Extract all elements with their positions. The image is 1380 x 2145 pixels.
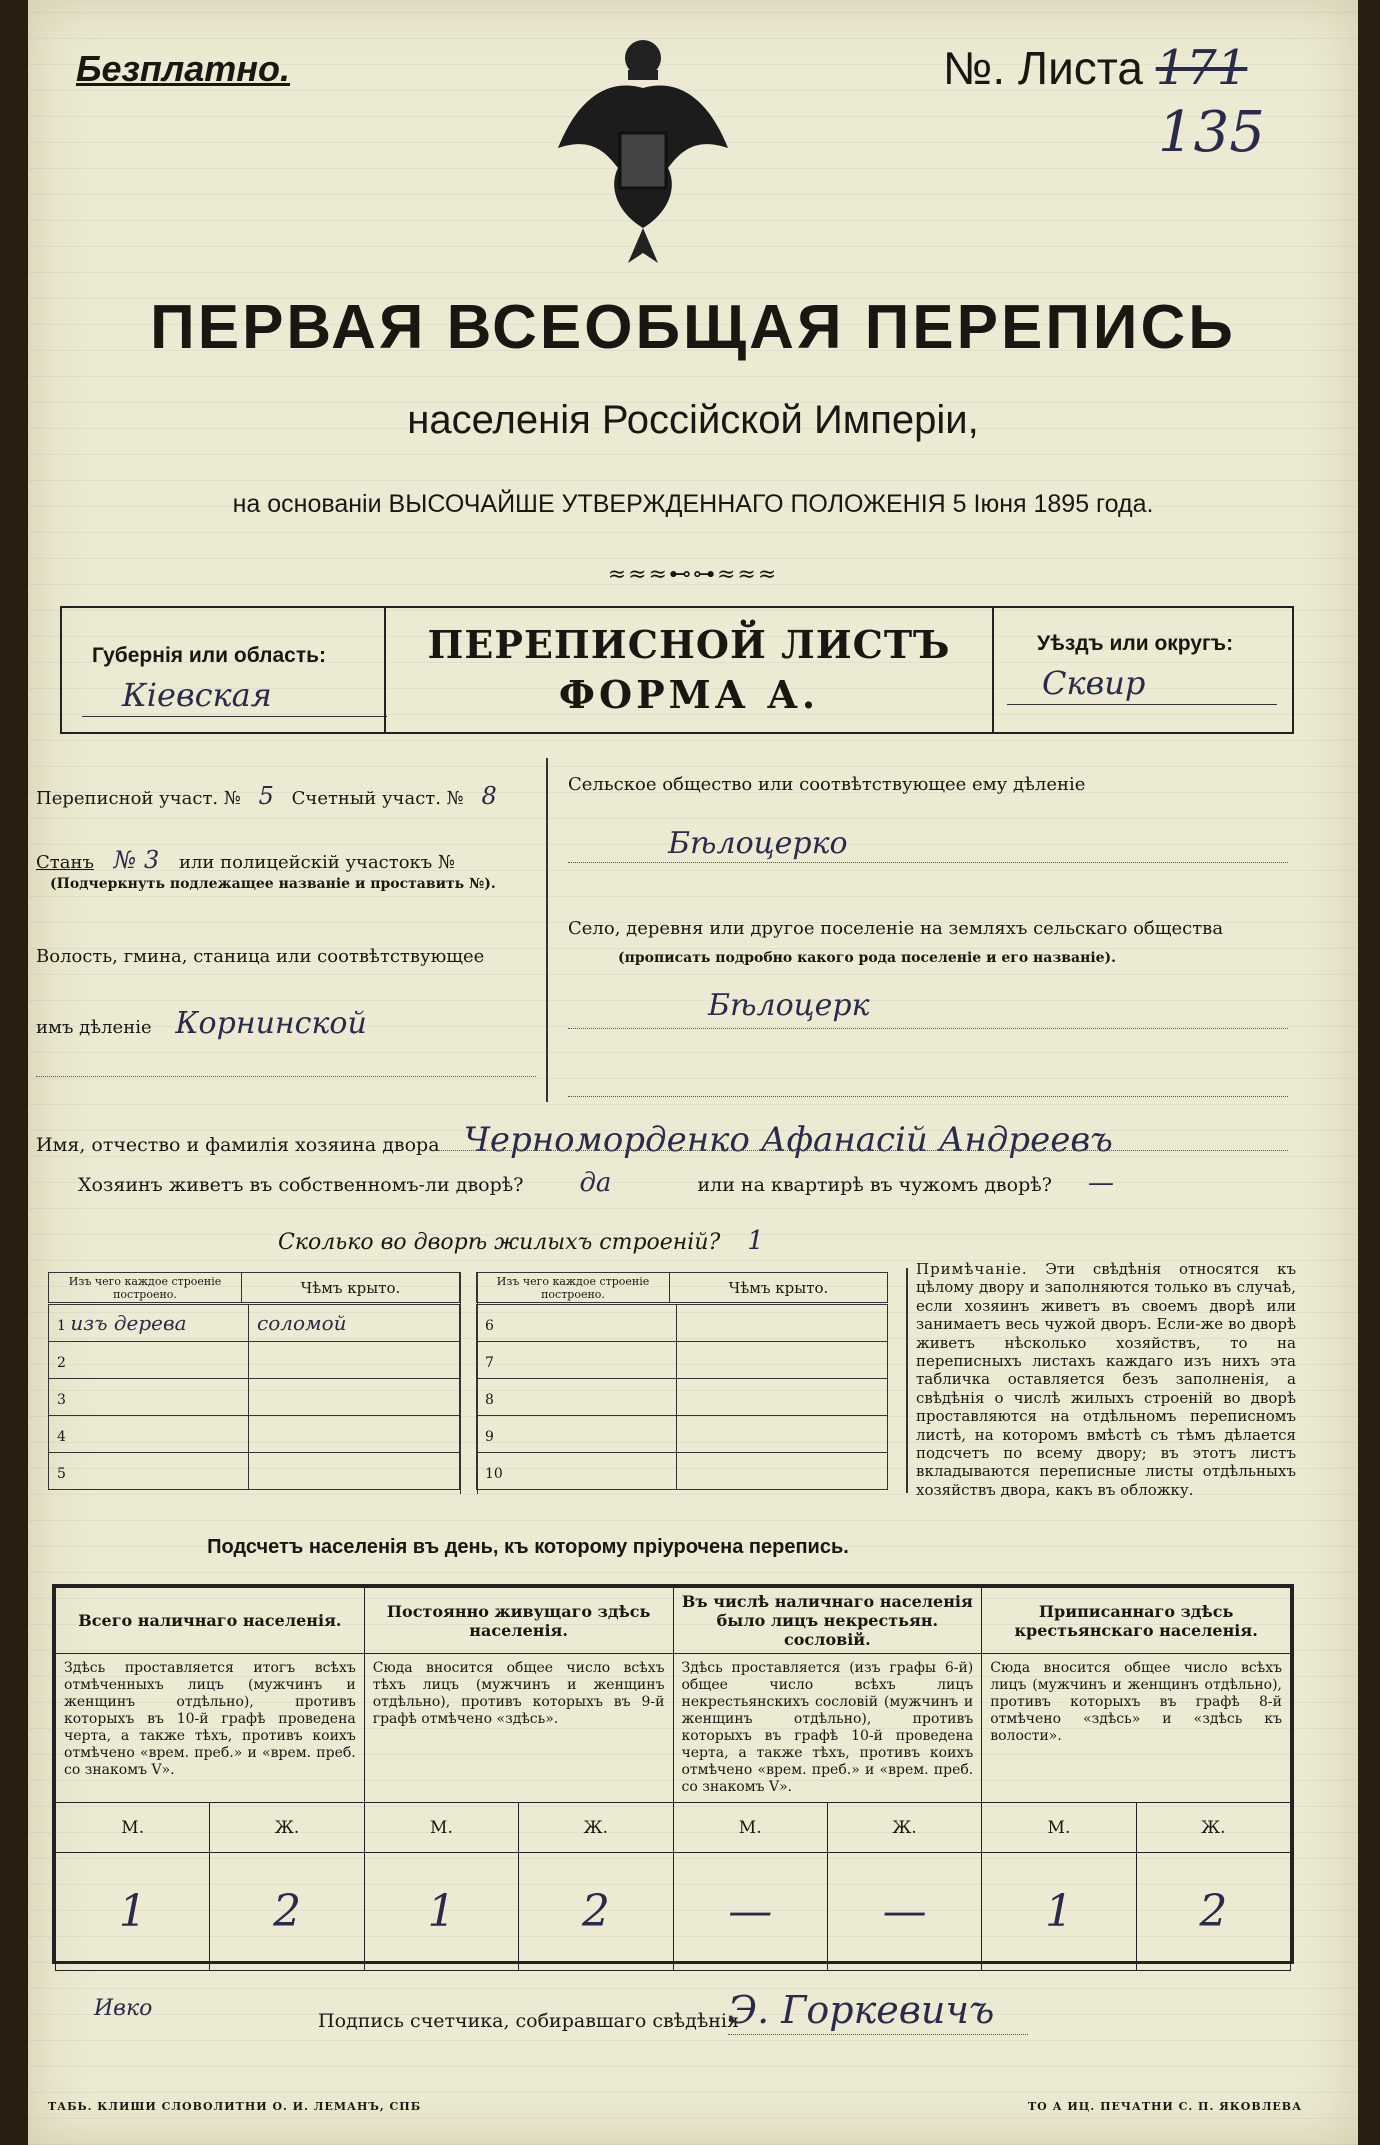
female-header: Ж. — [210, 1803, 364, 1853]
census-sheet — [28, 0, 1358, 2145]
page-basis: на основаніи ВЫСОЧАЙШЕ УТВЕРЖДЕННАГО ПОЛОЖЕНІЯ 5 Іюня 1895 года. — [232, 490, 1154, 518]
page-title: ПЕРВАЯ ВСЕОБЩАЯ ПЕРЕПИСЬ — [150, 293, 1236, 362]
male-count: 1 — [982, 1853, 1136, 1971]
signature-value: Э. Горкевичъ — [728, 1988, 995, 2032]
note-text: Примѣчаніе. Эти свѣдѣнія относятся къ цѣлому двору и заполняются только въ случаѣ, если хозяинъ живетъ въ своемъ дворѣ или занимаетъ весь чужой дворъ. Если-же во дворѣ живетъ нѣсколько хозяйствъ, то на переписныхъ листахъ каждаго изъ нихъ эта табличка оставляется безъ заполненія, а свѣдѣнія о числѣ жилыхъ строеній во дворѣ проставляются на отдѣльномъ переписномъ листѣ, на которомъ вмѣстѣ съ тѣмъ дѣлается подсчетъ по всему двору; въ этотъ листъ вкладываются переписные листы отдѣльныхъ хозяйствъ двора, какъ въ обложку. — [916, 1260, 1296, 1499]
signature-line: Подпись счетчика, собиравшаго свѣдѣнія — [318, 2010, 739, 2032]
building-row — [477, 1342, 888, 1379]
building-number: 1 — [57, 1318, 66, 1334]
sheet-number-alt: 135 — [1158, 100, 1265, 165]
female-count: 2 — [519, 1853, 673, 1971]
buildings-table: Изъ чего каждое строеніе построено. Чѣмъ крыто. 1 изъ дерева соломой 2 3 4 5 Изъ чего каждое строеніе построено. Чѣмъ крыто. 6 7 8 9 10 — [48, 1272, 906, 1500]
province-value: Кіевская — [122, 676, 272, 714]
volost-label: Волость, гмина, станица или соотвѣтствующее — [36, 946, 485, 967]
building-row — [477, 1305, 888, 1342]
province-label: Губернія или область: — [92, 644, 327, 667]
society-label: Сельское общество или соотвѣтствующее ему дѣленіе — [568, 774, 1086, 795]
owner-name-value: Черноморденко Афанасій Андреевъ — [463, 1120, 1113, 1160]
building-number: 3 — [57, 1392, 66, 1408]
building-row — [477, 1379, 888, 1416]
male-header: М. — [673, 1803, 827, 1853]
population-col-title: Въ числѣ наличнаго населенія было лицъ некрестьян. сословій. — [673, 1588, 982, 1654]
population-heading: Подсчетъ населенія въ день, къ которому пріурочена перепись. — [207, 1536, 849, 1558]
building-row — [49, 1416, 460, 1453]
building-roof — [677, 1305, 888, 1342]
own-yard-value: да — [579, 1168, 612, 1198]
district-value: Сквир — [1042, 664, 1146, 702]
male-count: — — [673, 1853, 827, 1971]
building-number: 2 — [57, 1355, 66, 1371]
count-plot-value: 8 — [481, 782, 497, 810]
building-roof: соломой — [249, 1305, 460, 1342]
population-col-desc: Сюда вносится общее число всѣхъ лицъ (мужчинъ и женщинъ отдѣльно), противъ которыхъ въ графѣ 8-й отмѣчено «здѣсь» и «здѣсь къ волости». — [982, 1654, 1291, 1803]
printer-left: ТАБЬ. КЛИШИ СЛОВОЛИТНИ О. И. ЛЕМАНЪ, СПБ — [48, 2100, 422, 2113]
building-row — [49, 1305, 460, 1342]
population-col-desc: Сюда вносится общее число всѣхъ тѣхъ лицъ (мужчинъ и женщинъ отдѣльно), противъ которыхъ въ 9-й графѣ отмѣчено «здѣсь». — [364, 1654, 673, 1803]
female-count: 2 — [1136, 1853, 1290, 1971]
female-header: Ж. — [1136, 1803, 1290, 1853]
printer-right: ТО А ИЦ. ПЕЧАТНИ С. П. ЯКОВЛЕВА — [1028, 2100, 1303, 2113]
free-label: Безплатно. — [76, 48, 291, 89]
sheet-number-label: №. Листа — [943, 42, 1143, 94]
building-number: 6 — [485, 1318, 494, 1334]
population-col-title: Приписаннаго здѣсь крестьянскаго населенія. — [982, 1588, 1291, 1654]
building-row — [49, 1379, 460, 1416]
village-value: Бѣлоцерк — [708, 988, 870, 1023]
building-row — [49, 1453, 460, 1490]
population-col-title: Всего наличнаго населенія. — [56, 1588, 365, 1654]
building-row — [477, 1453, 888, 1490]
stan-line: Станъ № 3 или полицейскій участокъ № — [36, 846, 456, 874]
census-plot-value: 5 — [258, 782, 274, 810]
building-row — [477, 1416, 888, 1453]
building-number: 8 — [485, 1392, 494, 1408]
volost-line: имъ дѣленіе Корнинской — [36, 1006, 367, 1041]
sheet-number-value: 171 — [1155, 40, 1248, 96]
building-roof — [249, 1379, 460, 1416]
female-count: — — [827, 1853, 981, 1971]
building-roof — [677, 1379, 888, 1416]
building-roof — [249, 1453, 460, 1490]
building-number: 7 — [485, 1355, 494, 1371]
building-roof — [677, 1342, 888, 1379]
population-table — [52, 1584, 1294, 1964]
margin-mark: Ивко — [94, 1996, 153, 2021]
female-count: 2 — [210, 1853, 364, 1971]
male-header: М. — [56, 1803, 210, 1853]
building-roof — [249, 1416, 460, 1453]
buildings-count-line: Сколько во дворѣ жилыхъ строеній? 1 — [278, 1226, 764, 1256]
sheet-number — [943, 40, 1247, 96]
rented-value: — — [1087, 1168, 1114, 1198]
society-value: Бѣлоцерко — [668, 826, 848, 861]
owner-line: Имя, отчество и фамилія хозяина двора Черноморденко Афанасій Андреевъ — [36, 1120, 1113, 1160]
form-code: ФОРМА А. — [558, 672, 820, 717]
female-header: Ж. — [519, 1803, 673, 1853]
building-number: 5 — [57, 1466, 66, 1482]
male-header: М. — [364, 1803, 518, 1853]
building-roof — [249, 1342, 460, 1379]
building-roof — [677, 1453, 888, 1490]
building-material: изъ дерева — [70, 1311, 187, 1335]
owner-residence-line: Хозяинъ живетъ въ собственномъ-ли дворѣ? да или на квартирѣ въ чужомъ дворѣ? — — [78, 1168, 1114, 1198]
buildings-count-value: 1 — [747, 1226, 764, 1256]
stan-value: № 3 — [113, 846, 160, 874]
volost-value: Корнинской — [175, 1006, 367, 1041]
male-count: 1 — [56, 1853, 210, 1971]
village-note: (прописать подробно какого рода поселеніе и его названіе). — [618, 950, 1117, 966]
stan-note: (Подчеркнуть подлежащее названіе и проставить №). — [50, 876, 496, 892]
male-header: М. — [982, 1803, 1136, 1853]
form-title: ПЕРЕПИСНОЙ ЛИСТЪ — [427, 622, 951, 667]
village-label: Село, деревня или другое поселеніе на земляхъ сельскаго общества — [568, 918, 1224, 939]
male-count: 1 — [364, 1853, 518, 1971]
population-col-desc: Здѣсь проставляется итогъ всѣхъ отмѣченныхъ лицъ (мужчинъ и женщинъ отдѣльно), противъ которыхъ въ 10-й графѣ проведена черта, а также тѣхъ, противъ коихъ отмѣчено «врем. преб.» и «врем. преб. со знакомъ V». — [56, 1654, 365, 1803]
show-through-text — [68, 130, 1308, 260]
building-roof — [677, 1416, 888, 1453]
page-subtitle: населенія Россійской Имперіи, — [407, 398, 979, 442]
building-number: 4 — [57, 1429, 66, 1445]
district-label: Уѣздъ или округъ: — [1037, 632, 1234, 655]
building-number: 9 — [485, 1429, 494, 1445]
census-plot-line: Переписной участ. № 5 Счетный участ. № 8 — [36, 782, 509, 810]
population-col-desc: Здѣсь проставляется (изъ графы 6-й) общее число всѣхъ лицъ некрестьянскихъ сословій (мужчинъ и женщинъ отдѣльно), противъ которыхъ въ графѣ 10-й проведена черта, а также тѣхъ, противъ коихъ отмѣчено «врем. преб.» и «врем. преб. со знакомъ V». — [673, 1654, 982, 1803]
population-col-title: Постоянно живущаго здѣсь населенія. — [364, 1588, 673, 1654]
building-number: 10 — [485, 1466, 503, 1482]
ornament-divider: ≈≈≈⊷⊶≈≈≈ — [607, 562, 779, 587]
female-header: Ж. — [827, 1803, 981, 1853]
header-box — [60, 606, 1294, 734]
building-row — [49, 1342, 460, 1379]
